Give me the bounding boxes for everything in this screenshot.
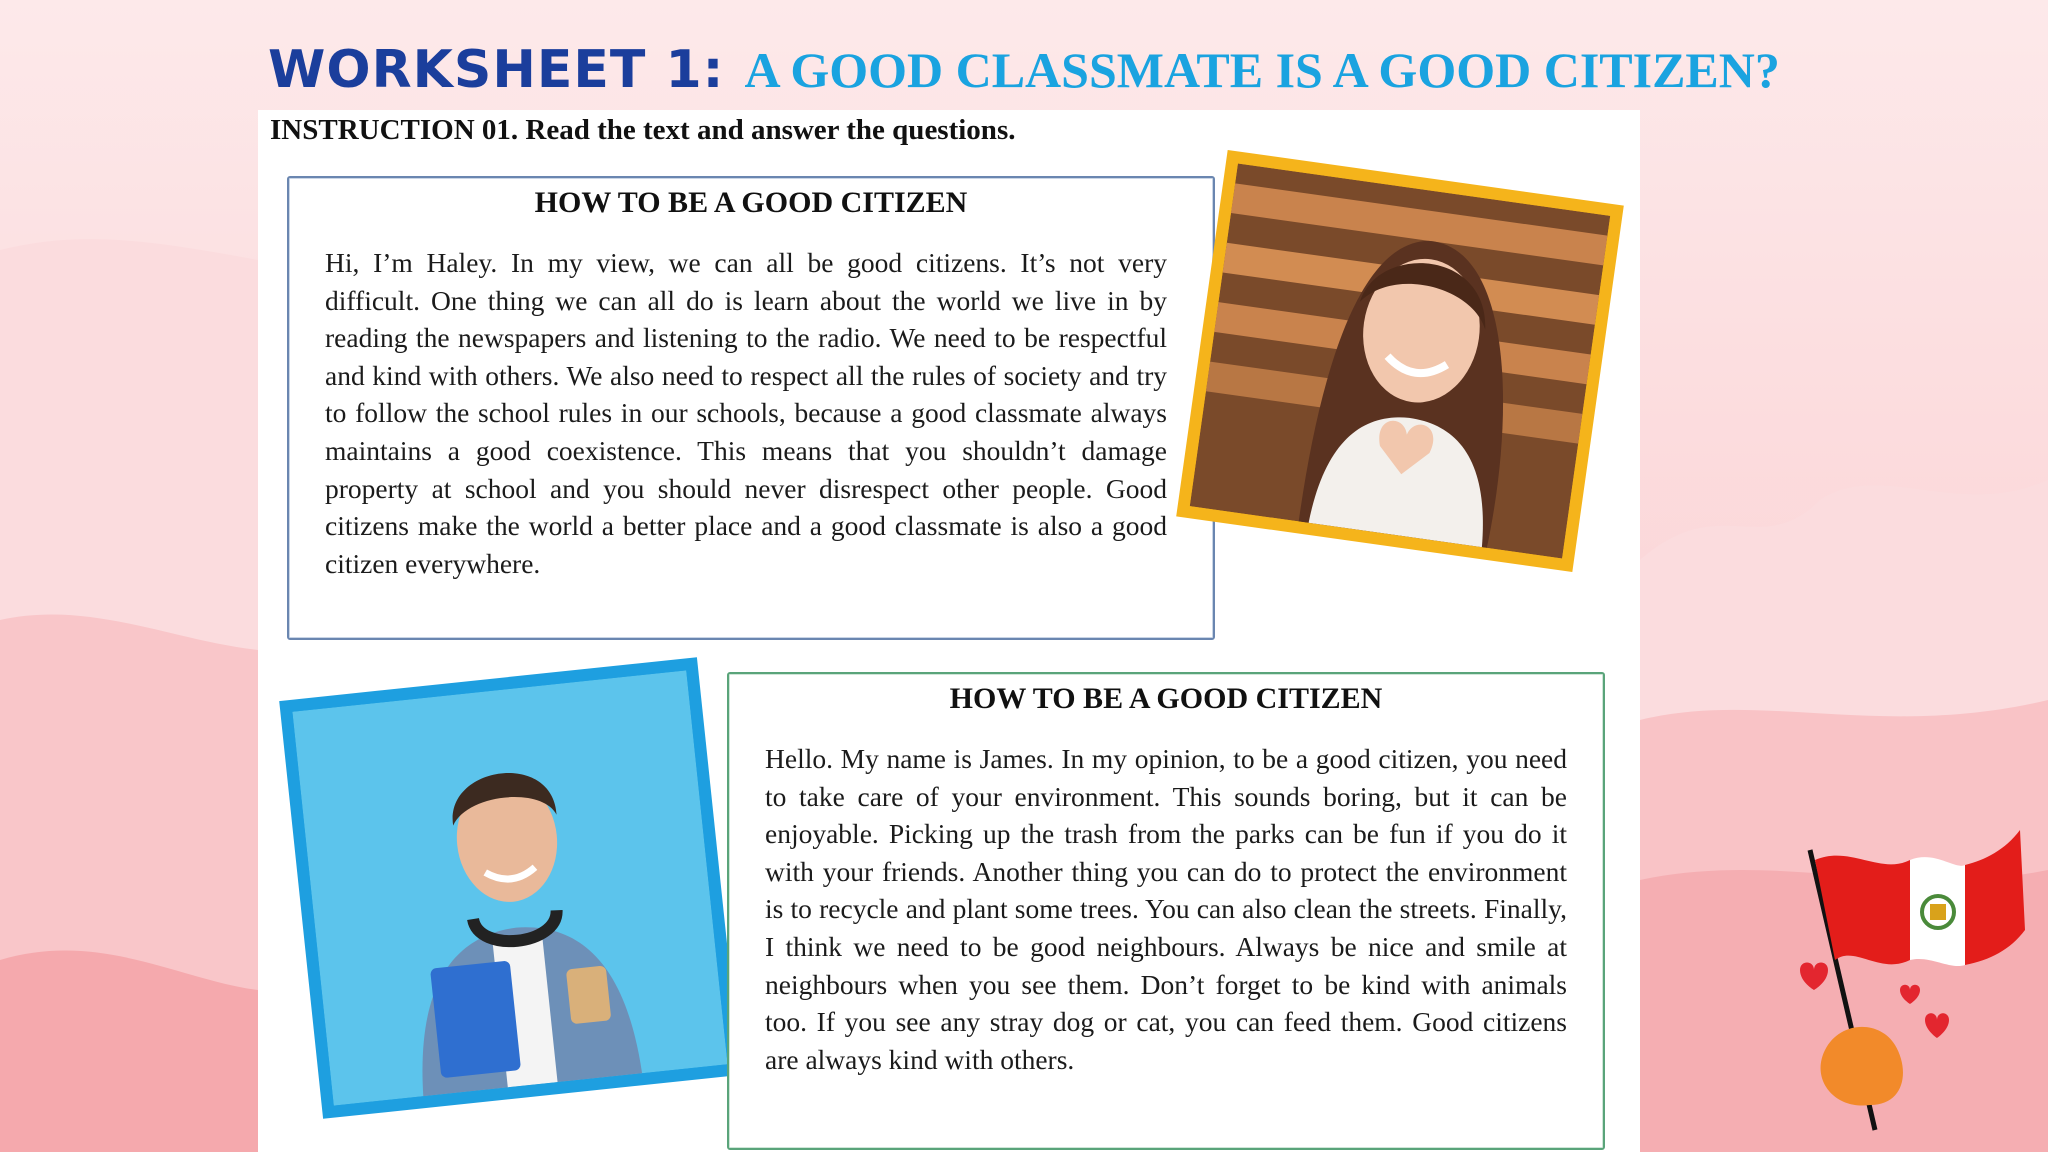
girl-photo-frame <box>1176 150 1624 572</box>
peru-flag-icon <box>1780 820 2040 1140</box>
smiling-girl-photo-icon <box>1190 164 1610 559</box>
worksheet-label: WORKSHEET 1: <box>268 40 725 100</box>
reading-body-2: Hello. My name is James. In my opinion, to be a good citizen, you need to take care of your environment. This sounds boring, but it can be enjoyable. Picking up the trash from the parks can be fun if you do it with your friends. Another thing you can do to protect the environment is to recycle and plant some trees. You can also clean the streets. Finally, I think we need to be good neighbours. Always be nice and smile at neighbours when you see them. Don’t forget to be kind with animals too. If you see any stray dog or cat, you can feed them. Good citizens are always kind with others. <box>765 743 1567 1075</box>
reading-box-haley <box>287 176 1215 640</box>
instruction-text: INSTRUCTION 01. Read the text and answer the questions. <box>270 114 1016 146</box>
page-title <box>268 40 1780 110</box>
student-boy-photo-icon <box>292 670 727 1105</box>
reading-heading-2: HOW TO BE A GOOD CITIZEN <box>949 682 1383 715</box>
reading-box-james <box>727 672 1605 1150</box>
worksheet-question: A GOOD CLASSMATE IS A GOOD CITIZEN? <box>744 42 1780 98</box>
reading-heading-1: HOW TO BE A GOOD CITIZEN <box>534 186 968 219</box>
reading-body-1: Hi, I’m Haley. In my view, we can all be good citizens. It’s not very difficult. One thing we can all do is learn about the world we live in by reading the newspapers and listening to the radio. We need to be respectful and kind with others. We also need to respect all the rules of society and try to follow the school rules in our schools, because a good classmate always maintains a good coexistence. This means that you shouldn’t damage property at school and you should never disrespect other people. Good citizens make the world a better place and a good classmate is also a good citizen everywhere. <box>325 247 1167 579</box>
boy-photo-frame <box>279 657 741 1119</box>
